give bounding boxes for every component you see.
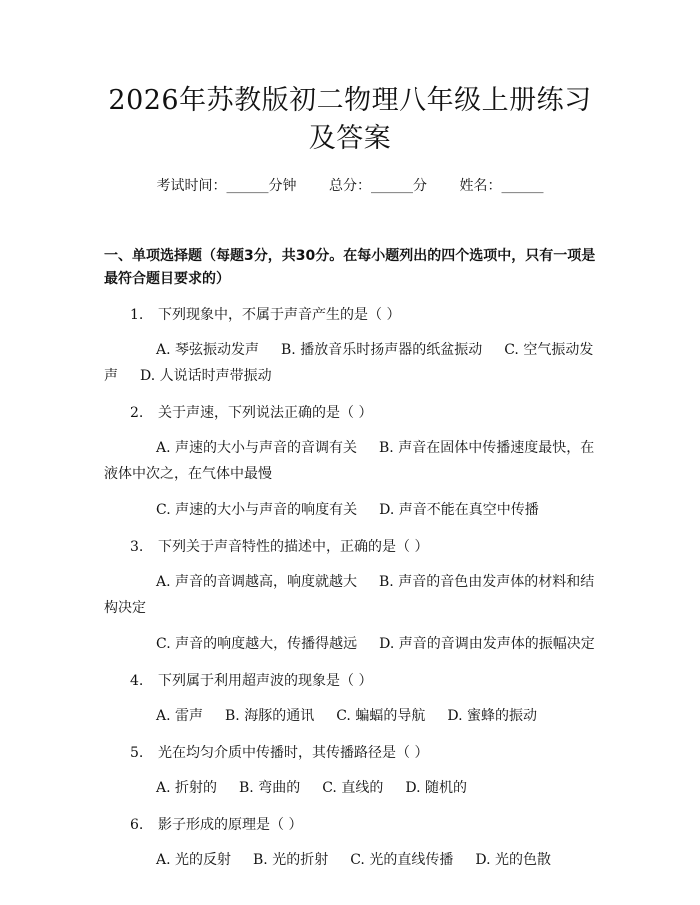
exam-meta [104,176,596,196]
answer-option: B. 声音的音色由发声体的材料和结构决定 [104,574,595,616]
question-stem [104,535,596,559]
answer-option: C. 空气振动发声 [104,342,594,384]
options-line [104,775,596,801]
answer-option: D. 声音的音调由发声体的振幅决定 [379,636,595,652]
options-line [104,569,596,621]
question-item [104,535,596,657]
total-score-field: 总分：______分 [329,178,427,194]
answer-option: B. 海豚的通讯 [225,708,315,724]
answer-option: A. 琴弦振动发声 [156,342,260,358]
question-number: 2. [130,405,144,421]
question-text: 下列属于利用超声波的现象是（ ） [158,673,373,689]
answer-option: A. 折射的 [156,780,218,796]
question-number: 3. [130,539,144,555]
answer-option: A. 声音的音调越高，响度就越大 [156,574,358,590]
exam-time-field: 考试时间：______分钟 [156,178,297,194]
page-title: 2026年苏教版初二物理八年级上册练习及答案 [108,85,592,154]
question-item [104,669,596,729]
answer-option: B. 光的折射 [253,852,329,868]
answer-option: D. 声音不能在真空中传播 [379,502,539,518]
question-text: 光在均匀介质中传播时，其传播路径是（ ） [158,745,429,761]
options-line [104,847,596,873]
answer-option: A. 光的反射 [156,852,232,868]
answer-option: D. 人说话时声带振动 [140,368,272,384]
question-text: 下列现象中，不属于声音产生的是（ ） [158,307,401,323]
question-stem [104,669,596,693]
answer-option: C. 声速的大小与声音的响度有关 [156,502,358,518]
answer-option: D. 光的色散 [475,852,551,868]
section-heading: 一、单项选择题（每题3分，共30分。在每小题列出的四个选项中，只有一项是最符合题目要求的） [104,248,596,287]
question-number: 6. [130,817,144,833]
question-number: 1. [130,307,144,323]
answer-option: C. 声音的响度越大，传播得越远 [156,636,358,652]
options-line [104,337,596,389]
question-item [104,401,596,523]
question-item [104,303,596,389]
answer-option: C. 光的直线传播 [350,852,454,868]
question-stem [104,813,596,837]
options-line [104,631,596,657]
answer-option: C. 蝙蝠的导航 [336,708,426,724]
question-text: 影子形成的原理是（ ） [158,817,303,833]
question-number: 5. [130,745,144,761]
options-line [104,435,596,487]
answer-option: D. 随机的 [405,780,467,796]
question-item [104,813,596,873]
answer-option: B. 播放音乐时扬声器的纸盆振动 [281,342,483,358]
question-number: 4. [130,673,144,689]
options-line [104,497,596,523]
answer-option: C. 直线的 [322,780,384,796]
question-stem [104,741,596,765]
answer-option: B. 弯曲的 [239,780,301,796]
answer-option: B. 声音在固体中传播速度最快，在液体中次之，在气体中最慢 [104,440,595,482]
question-stem [104,401,596,425]
question-stem [104,303,596,327]
answer-option: A. 雷声 [156,708,204,724]
question-text: 关于声速，下列说法正确的是（ ） [158,405,373,421]
answer-option: A. 声速的大小与声音的音调有关 [156,440,358,456]
question-text: 下列关于声音特性的描述中，正确的是（ ） [158,539,429,555]
question-item [104,741,596,801]
options-line [104,703,596,729]
name-field: 姓名：______ [459,178,544,194]
answer-option: D. 蜜蜂的振动 [447,708,537,724]
question-list [104,303,596,873]
